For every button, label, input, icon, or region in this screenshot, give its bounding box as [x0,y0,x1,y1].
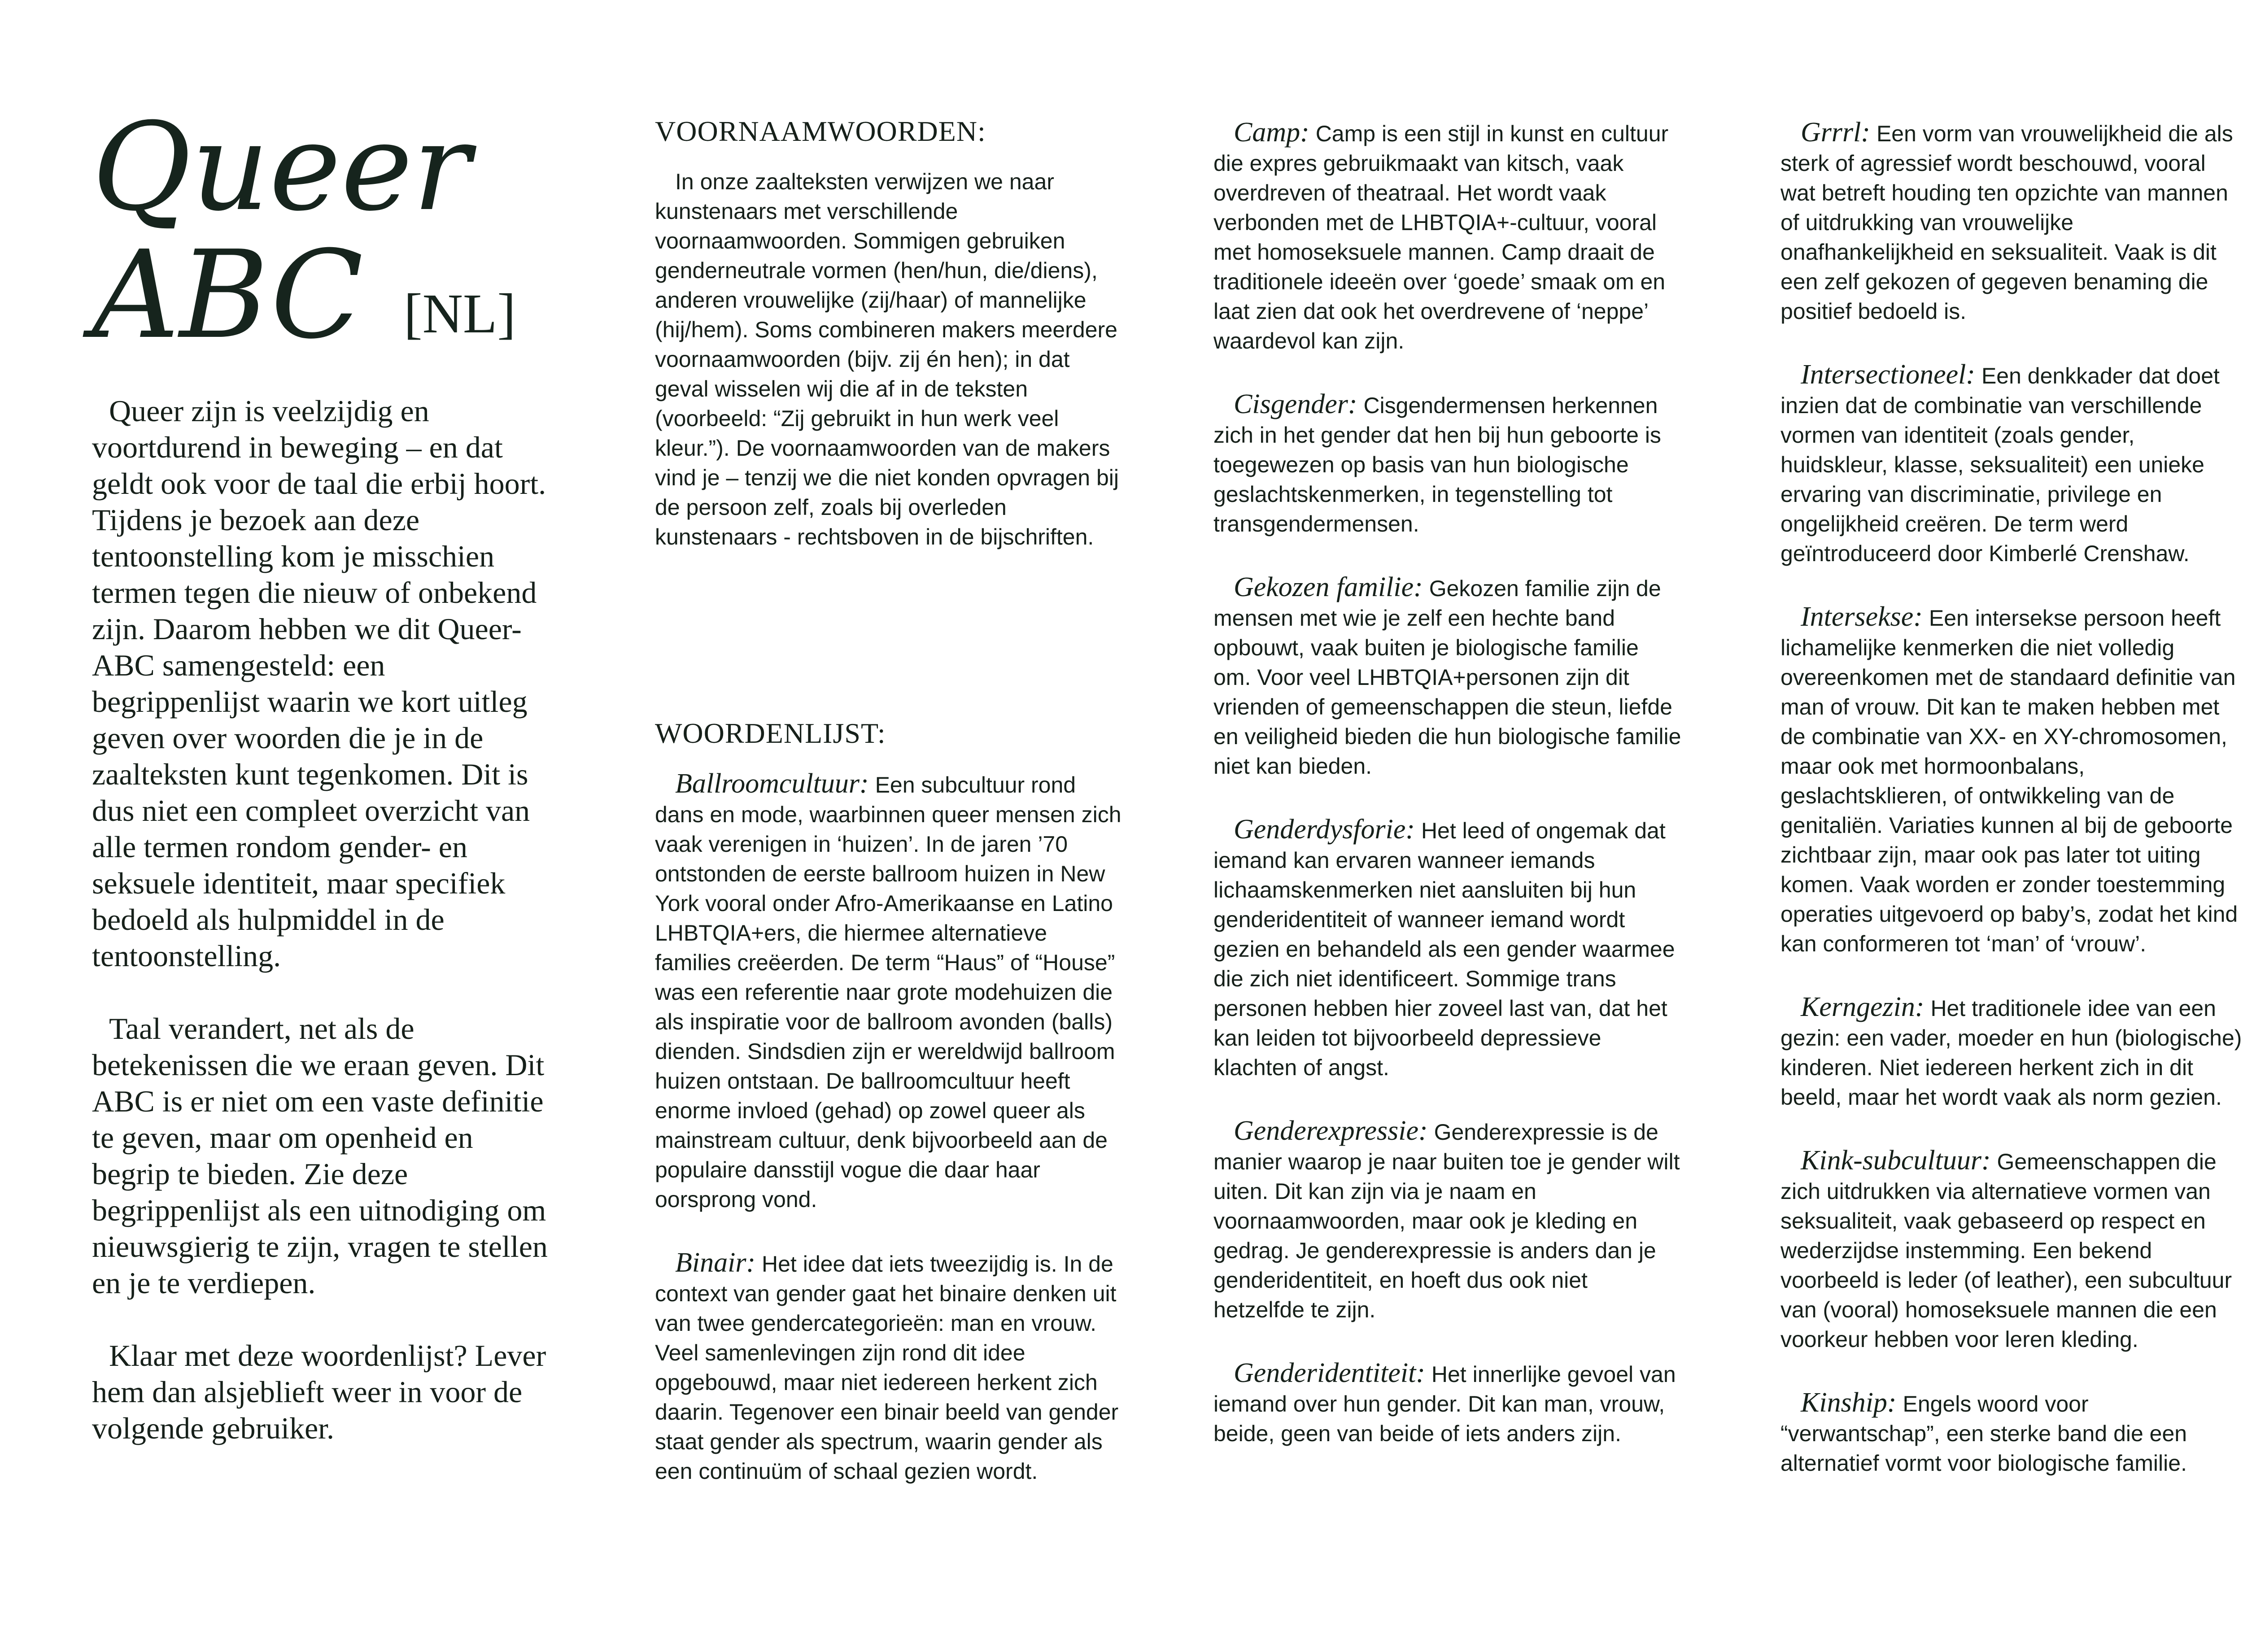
title-abc: ABC [92,224,363,366]
glossary-term: Ballroomcultuur: [675,768,869,799]
column-glossary-2 [1213,118,1682,1482]
glossary-definition: Genderexpressie is de manier waarop je naar buiten toe je gender wilt uiten. Dit kan zijn via je naam en voornaamwoorden, maar ook je kleding en gedrag. Je genderexpressie is anders dan je genderidentiteit, en hoeft dus ook niet hetzelfde te zijn. [1213,1120,1680,1322]
glossary-entry [1780,118,2243,326]
glossary-term: Genderdysforie: [1234,814,1415,845]
glossary-definition: Gekozen familie zijn de mensen met wie je zelf een hechte band opbouwt, vaak buiten je biologische familie om. Voor veel LHBTQIA+personen zijn dit vrienden of gemeenschappen die steun, liefde en veiligheid bieden die hun biologische familie niet kan bieden. [1213,576,1681,779]
glossary-entry [1213,1116,1682,1325]
pronouns-heading: VOORNAAMWOORDEN: [655,115,986,147]
glossary-definition: Het idee dat iets tweezijdig is. In de context van gender gaat het binaire denken uit van twee gendercategorieën: man en vrouw. Veel samenlevingen zijn rond dit idee opgebouwd, maar niet iedereen herkent zich daarin. Tegenover een binair beeld van gender staat gender als spectrum, waarin gender als een continuüm of schaal gezien wordt. [655,1251,1119,1484]
glossary-definition: Het innerlijke gevoel van iemand over hun gender. Dit kan man, vrouw, beide, geen van beide of iets anders zijn. [1213,1362,1676,1446]
glossary-definition: Gemeenschappen die zich uitdrukken via alternatieve vormen van seksualiteit, vaak gebaseerd op respect en wederzijdse instemming. Een bekend voorbeeld is leder (of leather), een subcultuur van (vooral) homoseksuele mannen die een voorkeur hebben voor leren kleding. [1780,1149,2232,1352]
glossary-definition: Het leed of ongemak dat iemand kan ervaren wanneer iemands lichaamskenmerken niet aansluiten bij hun genderidentiteit of wanneer iemand wordt gezien en behandeld als een gender waarmee die zich niet identificeert. Sommige trans personen hebben hier zoveel last van, dat het kan leiden tot bijvoorbeeld depressieve klachten of angst. [1213,818,1675,1080]
glossary-term: Camp: [1234,117,1309,148]
glossary-entry [655,769,1124,1214]
glossary-entry [655,1248,1124,1486]
glossary-term: Kinship: [1801,1387,1897,1418]
glossary-term: Intersekse: [1801,602,1923,632]
title-line-abc [92,224,516,378]
column-glossary-1 [655,718,1124,1520]
glossary-entry [1213,572,1682,781]
glossary-term: Kerngezin: [1801,992,1924,1022]
glossary-definition: Cisgendermensen herkennen zich in het gender dat hen bij hun geboorte is toegewezen op basis van hun biologische geslachtskenmerken, in tegenstelling tot transgendermensen. [1213,393,1661,536]
glossary-definition: Het traditionele idee van een gezin: een vader, moeder en hun (biologische) kinderen. Niet iedereen herkent zich in dit beeld, maar het wordt vaak als norm gezien. [1780,996,2242,1110]
glossary-entry [1780,360,2243,568]
glossary-entry [1780,1146,2243,1354]
glossary-entry [1213,118,1682,356]
glossary-entry [1213,815,1682,1082]
glossary-term: Grrrl: [1801,117,1871,148]
glossary-term: Intersectioneel: [1801,359,1976,390]
glossary-term: Kink-subcultuur: [1801,1145,1991,1176]
glossary-term: Gekozen familie: [1234,572,1423,602]
glossary-term: Genderexpressie: [1234,1116,1428,1146]
glossary-entry [1213,1358,1682,1448]
page-title [92,96,516,378]
glossary-definition: Een intersekse persoon heeft lichamelijke kenmerken die niet volledig overeenkomen met de standaard definitie van man of vrouw. Dit kan te maken hebben met de combinatie van XX- en XY-chromosomen, maar ook met hormoonbalans, geslachtsklieren, of ontwikkeling van de genitaliën. Variaties kunnen al bij de geboorte zichtbaar zijn, maar ook pas later tot uiting komen. Vaak worden er zonder toestemming operaties uitgevoerd op baby’s, zodat het kind kan conformeren tot ‘man’ of ‘vrouw’. [1780,606,2238,956]
glossary-entry [1780,1388,2243,1478]
intro-text [92,393,559,1483]
intro-paragraph: Queer zijn is veelzijdig en voortdurend in beweging – en dat geldt ook voor de taal die erbij hoort. Tijdens je bezoek aan deze tentoonstelling kom je misschien termen tegen die nieuw of onbekend zijn. Daarom hebben we dit Queer-ABC samengesteld: een begrippenlijst waarin we kort uitleg geven over woorden die je in de zaalteksten kunt tegenkomen. Dit is dus niet een compleet overzicht van alle termen rondom gender- en seksuele identiteit, maar specifiek bedoeld als hulpmiddel in de tentoonstelling. [92,394,546,973]
glossary-entry [1213,389,1682,539]
intro-paragraph: Taal verandert, net als de betekenissen die we eraan geven. Dit ABC is er niet om een vaste definitie te geven, maar om openheid en begrip te bieden. Zie deze begrippenlijst als een uitnodiging om nieuwsgierig te zijn, vragen te stellen en je te verdiepen. [92,1011,548,1300]
intro-paragraph: Klaar met deze woordenlijst? Lever hem dan alsjeblieft weer in voor de volgende gebruiker. [92,1338,546,1445]
language-tag: [NL] [404,283,516,345]
pronouns-text: In onze zaalteksten verwijzen we naar kunstenaars met verschillende voornaamwoorden. Sommigen gebruiken genderneutrale vormen (hen/hun, die/diens), anderen vrouwelijke (zij/haar) of mannelijke (hij/hem). Soms combineren makers meerdere voornaamwoorden (bijv. zij én hen); in dat geval wisselen wij die af in de teksten (voorbeeld: “Zij gebruikt in hun werk veel kleur.”). De voornaamwoorden van de makers vind je – tenzij we die niet konden opvragen bij de persoon zelf, zoals bij overleden kunstenaars - rechtsboven in de bijschriften. [655,169,1119,549]
glossary-heading: WOORDENLIJST: [655,717,886,749]
glossary-term: Cisgender: [1234,389,1357,419]
glossary-term: Genderidentiteit: [1234,1358,1425,1388]
glossary-entry [1780,992,2243,1112]
glossary-definition: Een vorm van vrouwelijkheid die als sterk of agressief wordt beschouwd, vooral wat betreft houding ten opzichte van mannen of uitdrukking van vrouwelijke onafhankelijkheid en seksualiteit. Vaak is dit een zelf gekozen of gegeven benaming die positief bedoeld is. [1780,121,2233,324]
glossary-definition: Een denkkader dat doet inzien dat de combinatie van verschillende vormen van identiteit (zoals gender, huidskleur, klasse, seksualiteit) een unieke ervaring van discriminatie, privilege en ongelijkheid creëren. De term werd geïntroduceerd door Kimberlé Crenshaw. [1780,363,2220,566]
glossary-entry [1780,602,2243,959]
glossary-definition: Een subcultuur rond dans en mode, waarbinnen queer mensen zich vaak verenigen in ‘huizen’. In de jaren ’70 ontstonden de eerste ballroom huizen in New York vooral onder Afro-Amerikaanse en Latino LHBTQIA+ers, die hiermee alternatieve families creëerden. De term “Haus” of “House” was een referentie naar grote modehuizen die als inspiratie voor de ballroom avonden (balls) dienden. Sindsdien zijn er wereldwijd ballroom huizen ontstaan. De ballroomcultuur heeft enorme invloed (gehad) op zowel queer als mainstream cultuur, denk bijvoorbeeld aan de populaire dansstijl vogue die daar haar oorsprong vond. [655,772,1122,1212]
column-glossary-3 [1780,118,2243,1512]
glossary-definition: Engels woord voor “verwantschap”, een sterke band die een alternatief vormt voor biologische familie. [1780,1391,2187,1476]
title-line-queer: Queer [92,96,471,238]
glossary-definition: Camp is een stijl in kunst en cultuur die expres gebruikmaakt van kitsch, vaak overdreven of theatraal. Het wordt vaak verbonden met de LHBTQIA+-cultuur, vooral met homoseksuele mannen. Camp draait de traditionele ideeën over ‘goede’ smaak om en laat zien dat ook het overdrevene of ‘neppe’ waardevol kan zijn. [1213,121,1669,353]
glossary-term: Binair: [675,1247,756,1278]
column-pronouns [655,116,1124,552]
